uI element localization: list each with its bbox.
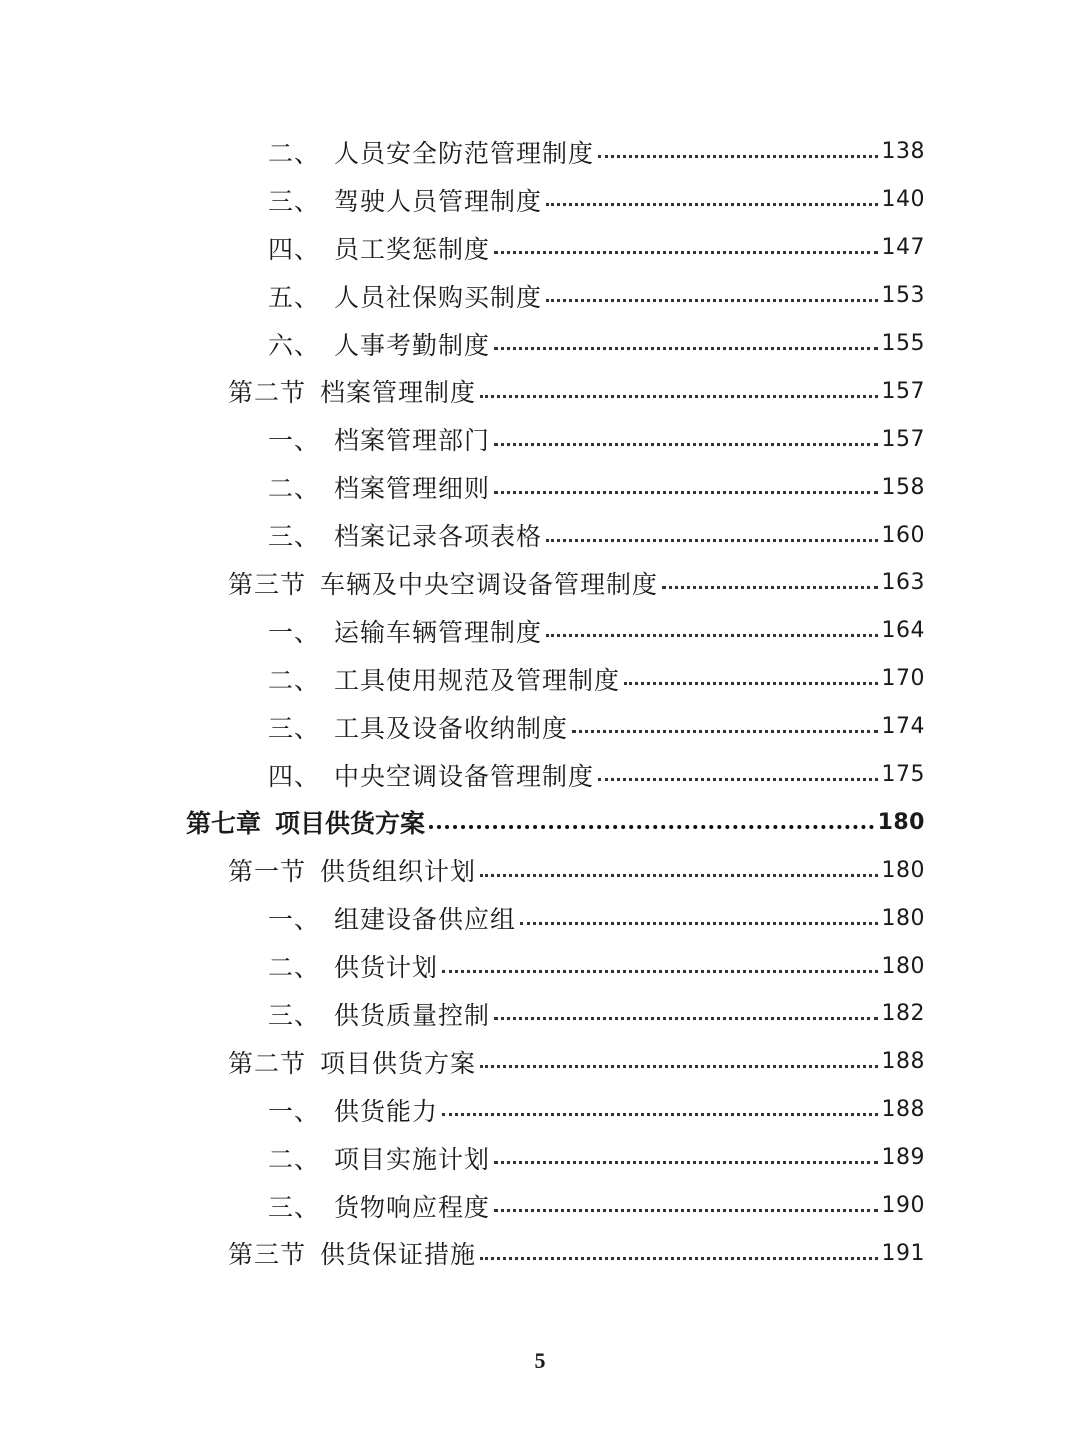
toc-entry-title: 工具及设备收纳制度 bbox=[334, 713, 569, 743]
toc-entry-number: 六、 bbox=[268, 330, 321, 360]
toc-entry-page: 191 bbox=[881, 1240, 925, 1266]
toc-entry-number: 第三节 bbox=[228, 1240, 307, 1270]
toc-entry-page: 188 bbox=[881, 1049, 925, 1075]
dot-leader bbox=[494, 1161, 877, 1164]
toc-entry-title: 人员安全防范管理制度 bbox=[334, 138, 595, 168]
toc-entry-item bbox=[0, 128, 1080, 176]
toc-entry-number: 四、 bbox=[268, 234, 321, 264]
toc-entry-title: 供货组织计划 bbox=[320, 857, 477, 887]
toc-entry-page: 164 bbox=[881, 618, 925, 644]
toc-entry-title: 供货保证措施 bbox=[320, 1240, 477, 1270]
toc-entry-number: 第七章 bbox=[186, 809, 262, 839]
toc-entry-title: 供货质量控制 bbox=[334, 1000, 491, 1030]
toc-entry-page: 157 bbox=[881, 378, 925, 404]
toc-entry-title: 档案管理细则 bbox=[334, 474, 491, 504]
toc-entry-page: 138 bbox=[881, 139, 925, 165]
toc-entry-number: 第二节 bbox=[228, 378, 307, 408]
toc-entry-item bbox=[0, 894, 1080, 942]
toc-entry-title: 人事考勤制度 bbox=[334, 330, 491, 360]
toc-entry-title: 项目实施计划 bbox=[334, 1144, 491, 1174]
toc-entry-page: 188 bbox=[881, 1097, 925, 1123]
toc-entry-item bbox=[0, 463, 1080, 511]
dot-leader bbox=[494, 1017, 877, 1020]
dot-leader bbox=[494, 347, 877, 350]
toc-entry-item bbox=[0, 703, 1080, 751]
toc-entry-page: 180 bbox=[881, 953, 925, 979]
toc-entry-page: 182 bbox=[881, 1001, 925, 1027]
page-number: 5 bbox=[534, 1348, 546, 1373]
toc-entry-title: 组建设备供应组 bbox=[334, 905, 517, 935]
toc-entry-page: 158 bbox=[881, 474, 925, 500]
toc-entry-item bbox=[0, 942, 1080, 990]
toc-entry-number: 第二节 bbox=[228, 1048, 307, 1078]
toc-entry-number: 三、 bbox=[268, 522, 321, 552]
toc-entry-item bbox=[0, 1134, 1080, 1182]
toc-entry-number: 第三节 bbox=[228, 569, 307, 599]
toc-entry-title: 工具使用规范及管理制度 bbox=[334, 665, 621, 695]
dot-leader bbox=[480, 395, 877, 398]
toc-entry-section bbox=[0, 1038, 1080, 1086]
toc-entry-page: 160 bbox=[881, 522, 925, 548]
toc-entry-item bbox=[0, 320, 1080, 368]
toc-entry-page: 174 bbox=[881, 714, 925, 740]
toc-entry-page: 155 bbox=[881, 331, 925, 356]
toc-entry-title: 驾驶人员管理制度 bbox=[334, 186, 543, 216]
dot-leader bbox=[624, 682, 877, 685]
toc-entry-item bbox=[0, 1086, 1080, 1134]
toc-entry-title: 车辆及中央空调设备管理制度 bbox=[320, 569, 659, 599]
toc-entry-title: 档案管理部门 bbox=[334, 426, 491, 456]
toc-entry-title: 运输车辆管理制度 bbox=[334, 617, 543, 647]
toc-entry-number: 四、 bbox=[268, 761, 321, 791]
toc-entry-page: 163 bbox=[881, 570, 925, 596]
toc-entry-item bbox=[0, 607, 1080, 655]
toc-entry-page: 180 bbox=[881, 905, 925, 931]
dot-leader bbox=[480, 1257, 877, 1260]
toc-entry-page: 180 bbox=[881, 857, 925, 883]
toc-entry-title: 档案记录各项表格 bbox=[334, 522, 543, 552]
toc-entry-section bbox=[0, 1229, 1080, 1277]
toc-entry-item bbox=[0, 751, 1080, 799]
toc-entry-number: 二、 bbox=[268, 138, 321, 168]
dot-leader bbox=[598, 155, 877, 158]
dot-leader bbox=[662, 586, 877, 589]
toc-entry-number: 三、 bbox=[268, 1192, 321, 1222]
toc-entry-section bbox=[0, 367, 1080, 415]
toc-entry-title: 供货能力 bbox=[334, 1096, 439, 1126]
toc-entry-page: 189 bbox=[881, 1145, 925, 1171]
toc-entry-number: 二、 bbox=[268, 1144, 321, 1174]
toc-entry-number: 五、 bbox=[268, 282, 321, 312]
dot-leader bbox=[480, 1065, 877, 1068]
toc-entry-page: 157 bbox=[881, 426, 925, 452]
toc-entry-page: 140 bbox=[881, 187, 925, 213]
dot-leader bbox=[546, 539, 877, 542]
toc-entry-title: 员工奖惩制度 bbox=[334, 234, 491, 264]
dot-leader bbox=[546, 634, 877, 637]
dot-leader bbox=[442, 970, 877, 973]
dot-leader bbox=[546, 299, 877, 302]
toc-entry-title: 货物响应程度 bbox=[334, 1192, 491, 1222]
toc-entry-page: 180 bbox=[877, 809, 925, 835]
toc-entry-title: 项目供货方案 bbox=[275, 809, 426, 839]
dot-leader bbox=[598, 778, 877, 781]
table-of-contents bbox=[0, 128, 1080, 1277]
toc-entry-item bbox=[0, 655, 1080, 703]
toc-entry-number: 二、 bbox=[268, 474, 321, 504]
toc-entry-chapter bbox=[0, 798, 1080, 846]
toc-entry-section bbox=[0, 846, 1080, 894]
dot-leader bbox=[520, 922, 877, 925]
toc-entry-item bbox=[0, 511, 1080, 559]
toc-entry-item bbox=[0, 224, 1080, 272]
dot-leader bbox=[480, 874, 877, 877]
dot-leader bbox=[494, 1209, 877, 1212]
toc-entry-page: 190 bbox=[881, 1193, 925, 1219]
toc-entry-number: 三、 bbox=[268, 1000, 321, 1030]
toc-entry-title: 档案管理制度 bbox=[320, 378, 477, 408]
toc-entry-item bbox=[0, 1182, 1080, 1230]
dot-leader bbox=[442, 1113, 877, 1116]
dot-leader bbox=[429, 825, 874, 829]
toc-entry-number: 一、 bbox=[268, 617, 321, 647]
toc-entry-page: 153 bbox=[881, 283, 925, 309]
toc-entry-item bbox=[0, 415, 1080, 463]
toc-entry-page: 170 bbox=[881, 666, 925, 692]
toc-entry-title: 人员社保购买制度 bbox=[334, 282, 543, 312]
toc-entry-title: 中央空调设备管理制度 bbox=[334, 761, 595, 791]
toc-entry-number: 二、 bbox=[268, 953, 321, 983]
toc-entry-item bbox=[0, 272, 1080, 320]
dot-leader bbox=[494, 491, 877, 494]
toc-entry-page: 175 bbox=[881, 762, 925, 788]
toc-entry-number: 一、 bbox=[268, 905, 321, 935]
dot-leader bbox=[546, 203, 877, 206]
toc-entry-section bbox=[0, 559, 1080, 607]
toc-entry-number: 三、 bbox=[268, 186, 321, 216]
toc-entry-number: 第一节 bbox=[228, 857, 307, 887]
dot-leader bbox=[572, 730, 877, 733]
toc-entry-page: 147 bbox=[881, 235, 925, 261]
toc-entry-item bbox=[0, 176, 1080, 224]
toc-entry-number: 二、 bbox=[268, 665, 321, 695]
toc-entry-number: 三、 bbox=[268, 713, 321, 743]
dot-leader bbox=[494, 251, 877, 254]
toc-entry-number: 一、 bbox=[268, 426, 321, 456]
toc-entry-title: 供货计划 bbox=[334, 953, 439, 983]
dot-leader bbox=[494, 443, 877, 446]
toc-entry-item bbox=[0, 990, 1080, 1038]
toc-entry-number: 一、 bbox=[268, 1096, 321, 1126]
toc-entry-title: 项目供货方案 bbox=[320, 1048, 477, 1078]
